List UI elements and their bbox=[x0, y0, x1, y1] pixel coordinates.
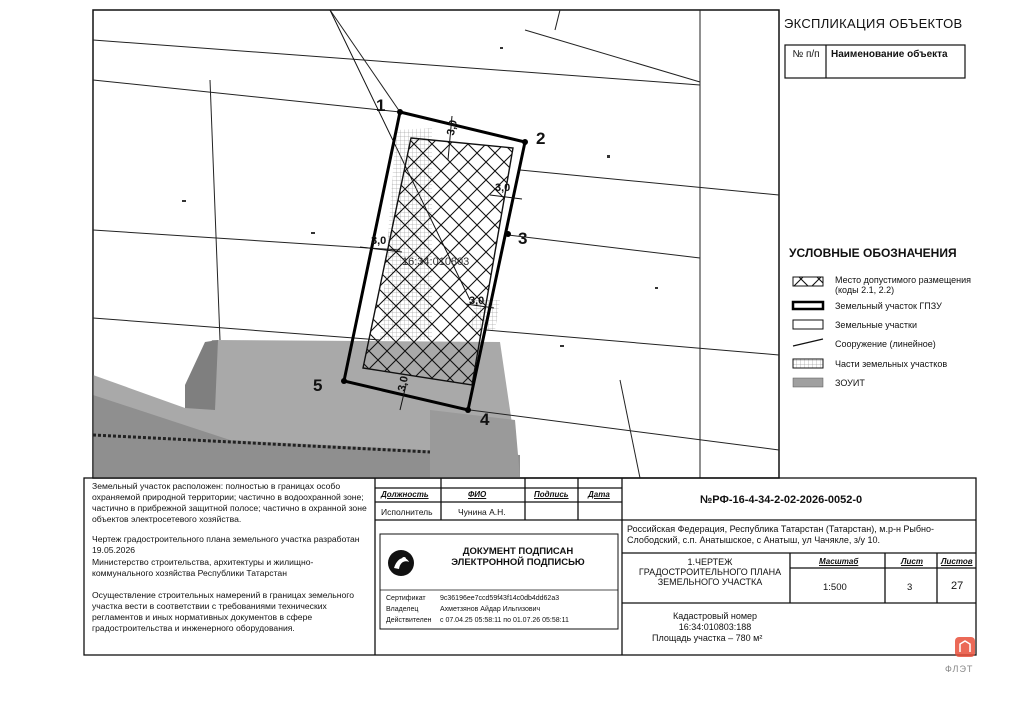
legend-item-gpzu-parcel: Земельный участок ГПЗУ bbox=[835, 301, 942, 311]
legend-item-parcel-parts: Части земельных участков bbox=[835, 359, 948, 369]
note-developed: Чертеж градостроительного плана земельного участка разработан 19.05.2026 bbox=[92, 534, 360, 555]
note-ministry: Министерство строительства, архитектуры и жилищно-коммунального хозяйства Республики Татарстан bbox=[92, 557, 314, 578]
legend-item-land-parcels: Земельные участки bbox=[835, 320, 918, 330]
cert-label: Сертификат bbox=[386, 595, 426, 602]
signature-emblem bbox=[388, 550, 414, 576]
cadastral-number: Кадастровый номер 16:34:010803:188 bbox=[672, 611, 758, 632]
note-location: Земельный участок расположен: полностью в границах особо охраняемой природной территории; частично в водоохранной зоне; частично в прибрежной защитной полосе; частично в охранной зоне объектов электросетевого хозяйства. bbox=[92, 481, 367, 524]
owner-value: Ахметзянов Айдар Ильгизович bbox=[440, 606, 541, 613]
signature-title: ДОКУМЕНТ ПОДПИСАН ЭЛЕКТРОННОЙ ПОДПИСЬЮ bbox=[451, 546, 585, 568]
setback-label: 3,0 bbox=[445, 119, 460, 137]
legend-item-zouit: ЗОУИТ bbox=[835, 378, 865, 388]
owner-label: Владелец bbox=[386, 606, 419, 613]
parcel-area: Площадь участка – 780 м² bbox=[652, 633, 763, 643]
setback-label: 3,0 bbox=[495, 182, 511, 194]
scale-value: 1:500 bbox=[823, 582, 847, 593]
setback-label: 3,0 bbox=[469, 295, 485, 307]
doc-number: №РФ-16-4-34-2-02-2026-0052-0 bbox=[700, 494, 863, 506]
watermark-text: ФЛЭТ bbox=[945, 664, 974, 674]
point-label-4: 4 bbox=[480, 410, 490, 429]
sheet-value: 3 bbox=[907, 582, 913, 593]
valid-label: Действителен bbox=[386, 617, 432, 624]
point-label-3: 3 bbox=[518, 229, 528, 248]
sheets-header: Листов bbox=[941, 557, 973, 566]
setback-label: 3,0 bbox=[371, 235, 387, 247]
legend-title: УСЛОВНЫЕ ОБОЗНАЧЕНИЯ bbox=[789, 246, 957, 260]
point-label-1: 1 bbox=[376, 96, 386, 115]
explication-col-name: Наименование объекта bbox=[831, 49, 948, 60]
explication-col-num: № п/п bbox=[792, 49, 820, 60]
stamp-header-signature: Подпись bbox=[534, 490, 569, 499]
stamp-role: Исполнитель bbox=[381, 507, 433, 517]
stamp-name: Чунина А.Н. bbox=[458, 507, 506, 517]
sheets-value: 27 bbox=[951, 580, 964, 592]
flet-logo bbox=[955, 637, 975, 657]
legend-item-placement: Место допустимого размещения (коды 2.1, 2.2) bbox=[835, 275, 972, 295]
legend-symbols bbox=[793, 277, 823, 387]
legend-item-linear-structure: Сооружение (линейное) bbox=[835, 339, 936, 349]
stamp-header-position: Должность bbox=[381, 490, 429, 499]
sheet-header: Лист bbox=[901, 557, 923, 566]
scale-header: Масштаб bbox=[819, 557, 859, 566]
note-construction: Осуществление строительных намерений в границах земельного участка вести в соответствии с требованиями технических регламентов и иных нормативных документов в сфере градостроительства и инженерного оборудования. bbox=[92, 590, 355, 633]
explication-title: ЭКСПЛИКАЦИЯ ОБЪЕКТОВ bbox=[784, 16, 963, 31]
valid-value: с 07.04.25 05:58:11 по 01.07.26 05:58:11 bbox=[440, 617, 569, 624]
point-label-5: 5 bbox=[313, 376, 323, 395]
stamp-address: Российская Федерация, Республика Татарстан (Татарстан), м.р-н Рыбно-Слободский, с.п. Анатышское, с Анатыш, ул Чачякле, з/у 10. bbox=[627, 524, 935, 545]
point-label-2: 2 bbox=[536, 129, 546, 148]
parcel-code-label: 16:34:010803 bbox=[402, 256, 470, 268]
setback-label: 3,0 bbox=[396, 375, 411, 393]
stamp-header-date: Дата bbox=[588, 490, 610, 499]
stamp-header-fio: ФИО bbox=[468, 490, 487, 499]
cert-value: 9c36196ee7ccd59f43f14c0db4dd62a3 bbox=[440, 595, 560, 602]
drawing-title: 1.ЧЕРТЕЖ ГРАДОСТРОИТЕЛЬНОГО ПЛАНА ЗЕМЕЛЬНОГО УЧАСТКА bbox=[638, 557, 782, 587]
